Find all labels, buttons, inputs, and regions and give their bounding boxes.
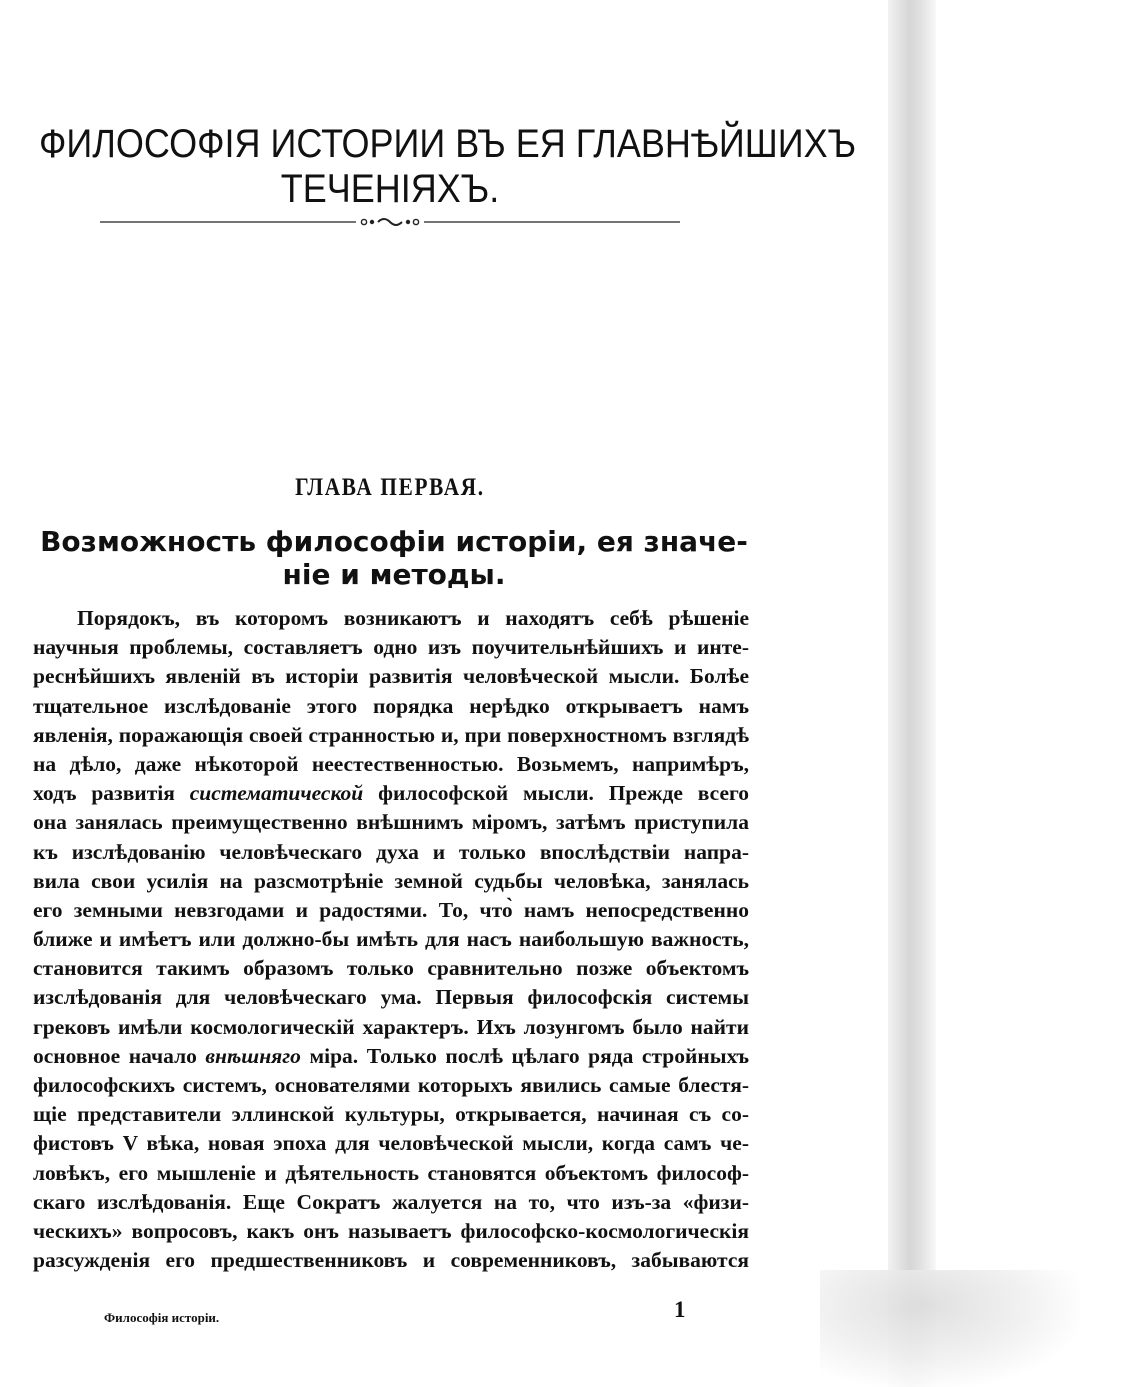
book-title-line-1: ФИЛОСОФІЯ ИСТОРИИ ВЪ ЕЯ ГЛАВНѢЙШИХЪ (39, 122, 857, 166)
body-line-part: ходъ развитія (33, 781, 190, 806)
chapter-title (36, 525, 752, 591)
body-line-part: философской мысли. Прежде всего (363, 781, 750, 806)
body-line: научныя проблемы, составляетъ одно изъ поучительнѣйшихъ и инте- (33, 635, 749, 660)
body-line: Порядокъ, въ которомъ возникаютъ и находятъ себѣ рѣшеніе (77, 606, 749, 630)
chapter-title-line-1: Возможность философіи исторіи, ея значе- (40, 525, 748, 558)
body-line: ческихъ» вопросовъ, какъ онъ называетъ философско-космологическія (33, 1218, 749, 1243)
body-line: его земными невзгодами и радостями. То, что̀ намъ непосредственно (33, 897, 749, 922)
body-line: ближе и имѣетъ или должно-бы имѣть для насъ наибольшую важность, (33, 927, 749, 952)
body-line: философскихъ системъ, основателями которыхъ явились самые блестя- (33, 1073, 749, 1097)
footer-book-title: Философія исторіи. (104, 1310, 220, 1325)
body-line-part: основное начало (33, 1043, 206, 1068)
italic-term: внѣшняго (205, 1043, 301, 1068)
ornamental-divider (100, 214, 680, 230)
body-line: на дѣло, даже нѣкоторой неестественностью. Возьмемъ, напримѣръ, (33, 751, 749, 776)
body-paragraph (33, 604, 749, 1275)
book-title (39, 122, 857, 212)
body-line: разсужденія его предшественниковъ и современниковъ, забываются (33, 1248, 749, 1273)
body-line (33, 1042, 749, 1071)
body-line: тщательное изслѣдованіе этого порядка нерѣдко открываетъ намъ (33, 693, 749, 718)
body-line: вила свои усилія на разсмотрѣніе земной судьбы человѣка, занялась (33, 868, 749, 893)
scan-shadow-strip (888, 0, 936, 1387)
body-line: фистовъ V вѣка, новая эпоха для человѣческой мысли, когда самъ че- (33, 1131, 749, 1156)
body-line: явленія, поражающія своей странностью и, при поверхностномъ взглядѣ (33, 722, 749, 747)
body-line (33, 779, 749, 808)
body-line-part: міра. Только послѣ цѣлаго ряда стройныхъ (300, 1043, 750, 1068)
body-line: она занялась преимущественно внѣшнимъ міромъ, затѣмъ приступила (33, 810, 749, 835)
page-number: 1 (674, 1297, 686, 1322)
book-title-line-2: ТЕЧЕНІЯХЪ. (280, 167, 500, 211)
body-line: ловѣкъ, его мышленіе и дѣятельность становятся объектомъ философ- (33, 1160, 749, 1185)
body-line: скаго изслѣдованія. Еще Сократъ жалуется на то, что изъ-за «физи- (33, 1189, 749, 1214)
body-line: грековъ имѣли космологическій характеръ. Ихъ лозунгомъ было найти (33, 1014, 749, 1039)
chapter-title-line-2: ніе и методы. (282, 558, 506, 591)
scan-shadow-smudge (820, 1270, 1080, 1387)
body-line: щіе представители эллинской культуры, открывается, начиная съ со- (33, 1102, 749, 1127)
body-line: становится такимъ образомъ только сравнительно позже объектомъ (33, 956, 749, 981)
body-line: къ изслѣдованію человѣческаго духа и только впослѣдствіи напра- (33, 839, 749, 864)
chapter-heading: ГЛАВА ПЕРВАЯ. (295, 474, 485, 501)
body-line: изслѣдованія для человѣческаго ума. Первыя философскія системы (33, 985, 749, 1010)
body-line: реснѣйшихъ явленій въ исторіи развитія человѣческой мысли. Болѣе (33, 664, 749, 689)
italic-term: систематической (189, 781, 364, 806)
